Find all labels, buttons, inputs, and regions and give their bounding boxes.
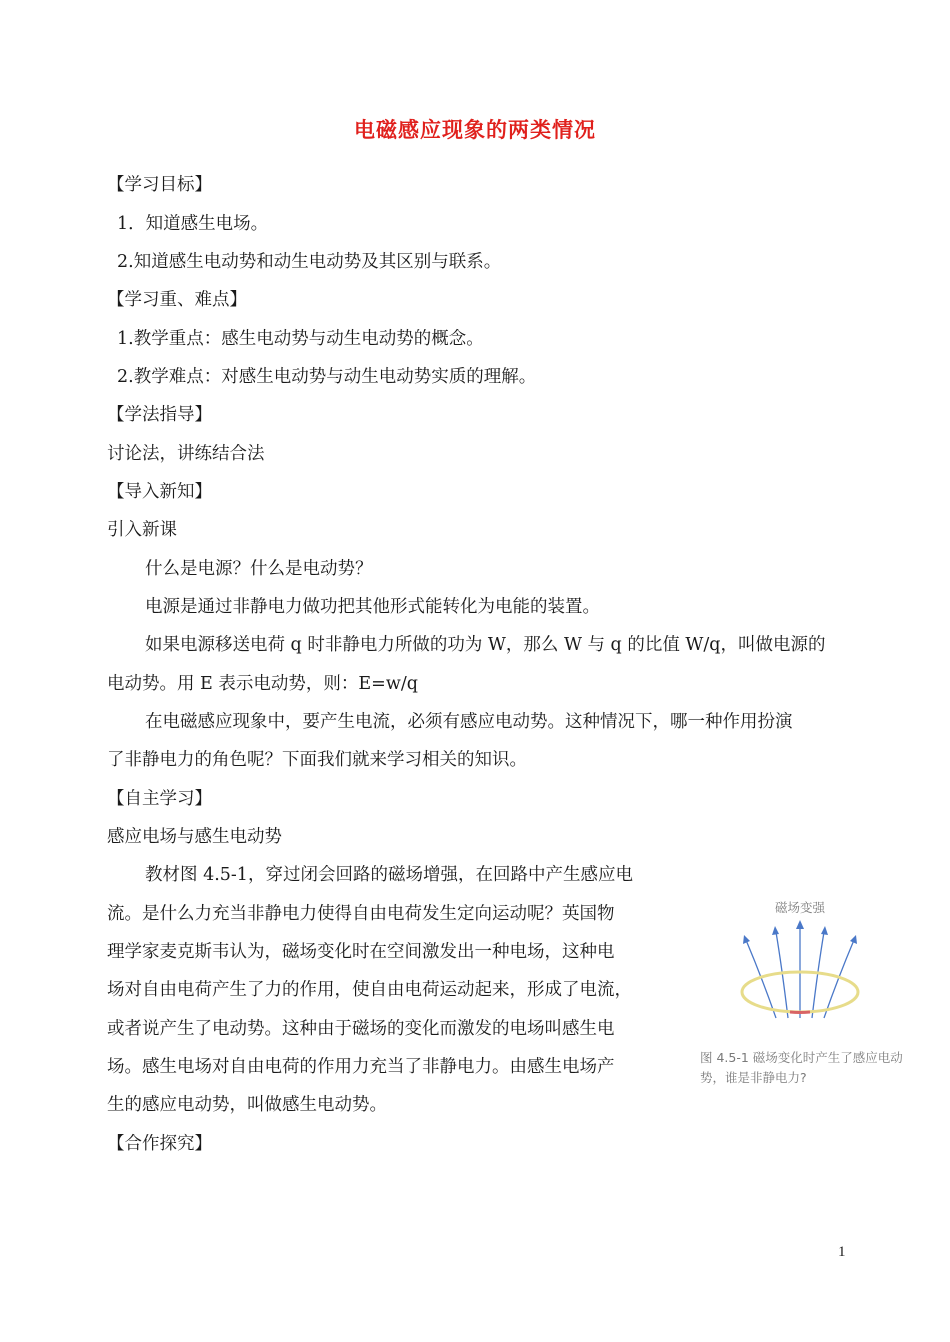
field-line-right-inner	[812, 932, 824, 1018]
intro-paragraph-3-line-1: 在电磁感应现象中，要产生电流，必须有感应电动势。这种情况下，哪一种作用扮演	[145, 712, 793, 732]
ring-field-diagram	[690, 888, 905, 1048]
intro-heading: 【导入新知】	[107, 482, 212, 502]
intro-paragraph-2-line-1: 如果电源移送电荷 q 时非静电力所做的功为 W，那么 W 与 q 的比值 W/q，叫做电源的	[145, 635, 826, 655]
self-study-line-4: 场对自由电荷产生了力的作用，使自由电荷运动起来，形成了电流，	[107, 980, 632, 1000]
intro-paragraph-2-line-2: 电动势。用 E 表示电动势，则：E=w/q	[107, 674, 418, 694]
objective-2: 2.知道感生电动势和动生电动势及其区别与联系。	[117, 252, 502, 272]
arrow-icon	[821, 926, 828, 935]
keypoint-1: 1.教学重点：感生电动势与动生电动势的概念。	[117, 329, 484, 349]
self-study-subheading: 感应电场与感生电动势	[107, 827, 282, 847]
method-text: 讨论法，讲练结合法	[107, 444, 265, 464]
self-study-heading: 【自主学习】	[107, 789, 212, 809]
self-study-line-3: 理学家麦克斯韦认为，磁场变化时在空间激发出一种电场，这种电	[107, 942, 615, 962]
intro-paragraph-1: 电源是通过非静电力做功把其他形式能转化为电能的装置。	[145, 597, 600, 617]
objectives-heading: 【学习目标】	[107, 175, 212, 195]
field-line-left-inner	[776, 932, 788, 1018]
intro-subheading: 引入新课	[107, 520, 177, 540]
intro-paragraph-3-line-2: 了非静电力的角色呢？下面我们就来学习相关的知识。	[107, 750, 527, 770]
figure-caption: 图 4.5-1 磁场变化时产生了感应电动势，谁是非静电力?	[700, 1050, 903, 1085]
keypoint-2: 2.教学难点：对感生电动势与动生电动势实质的理解。	[117, 367, 537, 387]
objective-1: 1．知道感生电场。	[117, 214, 269, 234]
self-study-line-1: 教材图 4.5-1，穿过闭会回路的磁场增强，在回路中产生感应电	[145, 865, 633, 885]
self-study-line-7: 生的感应电动势，叫做感生电动势。	[107, 1095, 387, 1115]
method-heading: 【学法指导】	[107, 405, 212, 425]
page-title: 电磁感应现象的两类情况	[354, 117, 596, 142]
cooperation-heading: 【合作探究】	[107, 1134, 212, 1154]
intro-question: 什么是电源？什么是电动势？	[145, 559, 373, 579]
self-study-line-5: 或者说产生了电动势。这种由于磁场的变化而激发的电场叫感生电	[107, 1019, 615, 1039]
figure-label: 磁场变强	[774, 900, 826, 915]
keypoints-heading: 【学习重、难点】	[107, 290, 247, 310]
arrow-icon	[796, 920, 804, 929]
arrow-icon	[772, 926, 779, 935]
ring-current-segment	[790, 1012, 810, 1013]
self-study-line-2: 流。是什么力充当非静电力使得自由电荷发生定向运动呢？英国物	[107, 904, 615, 924]
page-number: 1	[838, 1244, 846, 1260]
self-study-line-6: 场。感生电场对自由电荷的作用力充当了非静电力。由感生电场产	[107, 1057, 615, 1077]
